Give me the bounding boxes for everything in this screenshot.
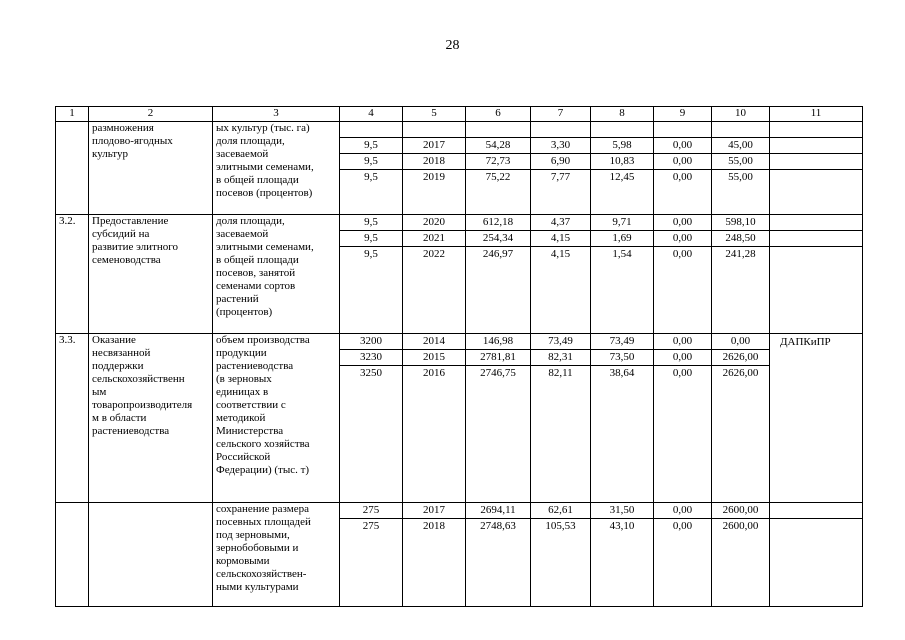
value-subcell: 105,53 [545,520,576,532]
indicator-line: сельскохозяйствен- [216,568,307,580]
value-subcell: 0,00 [672,248,693,260]
col-header: 11 [770,107,863,122]
value-subcell [654,122,711,138]
value-cell [712,334,770,503]
value-subcell: 2626,00 [712,350,769,366]
value-cell [654,334,712,503]
col-header: 10 [712,107,770,122]
value-subcell: 9,5 [340,154,402,170]
item-number: 3.2. [56,215,89,334]
value-subcell [466,122,530,138]
value-subcell [403,122,465,138]
value-subcell [770,350,862,365]
value-subcell: 598,10 [712,215,769,231]
measure-name-line: растениеводства [92,425,170,437]
indicator-line: ными культурами [216,581,299,593]
measure-name-line: культур [92,148,128,160]
value-cell [340,215,403,334]
indicator-line: соответствии с [216,399,286,411]
table-row [56,503,863,607]
value-subcell: 612,18 [466,215,530,231]
col-header: 3 [213,107,340,122]
measure-name-line: товаропроизводителя [92,399,193,411]
value-subcell: 4,15 [531,231,590,247]
value-cell [531,122,591,215]
value-cell [591,215,654,334]
value-subcell: 9,71 [591,215,653,231]
indicator-line: зернобобовыми и [216,542,299,554]
col-header: 1 [56,107,89,122]
value-cell [531,334,591,503]
indicator-line: кормовыми [216,555,270,567]
value-cell [403,334,466,503]
value-cell [531,215,591,334]
value-subcell [770,247,862,262]
value-cell [591,122,654,215]
indicator-name [213,215,340,334]
value-subcell: 2022 [423,248,445,260]
value-subcell: 2017 [403,503,465,519]
value-subcell [340,122,402,138]
value-cell [466,503,531,607]
measure-name-line: субсидий на [92,228,150,240]
value-subcell: 2016 [423,367,445,379]
col-header: 9 [654,107,712,122]
value-subcell: 2626,00 [722,367,759,379]
indicator-line: под зерновыми, [216,529,290,541]
value-subcell: 2017 [403,138,465,154]
indicator-name [213,503,340,607]
value-subcell [770,519,862,534]
value-subcell: 4,15 [550,248,571,260]
value-subcell: 0,00 [654,154,711,170]
value-subcell: 9,5 [364,248,378,260]
program-table [55,106,863,607]
indicator-line: засеваемой [216,148,269,160]
item-number: 3.3. [56,334,89,503]
table-row [56,215,863,334]
value-subcell: 2021 [403,231,465,247]
value-cell [591,334,654,503]
indicator-line: Министерства [216,425,284,437]
measure-name-line: развитие элитного [92,241,178,253]
measure-name-line: семеноводства [92,254,161,266]
indicator-line: посевов (процентов) [216,187,313,199]
value-subcell: 0,00 [654,231,711,247]
value-subcell [770,215,862,231]
measure-name-line: несвязанной [92,347,151,359]
indicator-line: доля площади, [216,135,285,147]
col-header: 8 [591,107,654,122]
value-cell [770,215,863,334]
indicator-line: посевных площадей [216,516,311,528]
indicator-line: сельского хозяйства [216,438,310,450]
value-subcell: 2018 [423,520,445,532]
value-cell [403,503,466,607]
indicator-line: сохранение размера [216,503,309,515]
value-cell [712,122,770,215]
table-row [56,334,863,503]
value-subcell: 12,45 [609,171,635,183]
value-subcell: 1,69 [591,231,653,247]
value-subcell: 0,00 [654,350,711,366]
value-subcell: 54,28 [466,138,530,154]
value-subcell [770,170,862,185]
value-subcell: 9,5 [340,138,402,154]
value-subcell: 0,00 [654,334,711,350]
indicator-line: в общей площади [216,174,299,186]
col-header: 4 [340,107,403,122]
value-subcell: 0,00 [672,520,693,532]
indicator-line: (процентов) [216,306,273,318]
value-subcell: 45,00 [712,138,769,154]
measure-name [89,215,213,334]
value-cell [466,122,531,215]
value-subcell: 241,28 [725,248,756,260]
value-subcell: 73,49 [591,334,653,350]
value-cell [654,215,712,334]
value-subcell: 82,31 [531,350,590,366]
value-subcell: 5,98 [591,138,653,154]
value-cell [654,122,712,215]
value-subcell: 2018 [403,154,465,170]
value-cell [466,215,531,334]
value-cell [403,215,466,334]
value-subcell: 2019 [423,171,445,183]
value-cell [340,334,403,503]
value-cell [340,503,403,607]
value-subcell: 55,00 [728,171,753,183]
value-subcell: 0,00 [654,138,711,154]
value-subcell: 146,98 [466,334,530,350]
indicator-line: семенами сортов [216,280,296,292]
value-cell [712,503,770,607]
value-subcell: 82,11 [548,367,573,379]
value-subcell: 0,00 [672,171,693,183]
measure-name-line: Оказание [92,334,136,346]
value-cell [770,334,863,503]
indicator-line: продукции [216,347,267,359]
value-subcell: 38,64 [609,367,635,379]
table-row [56,122,863,215]
value-subcell: 72,73 [466,154,530,170]
item-number [56,122,89,215]
indicator-line: растений [216,293,259,305]
value-subcell: 2020 [403,215,465,231]
col-header: 7 [531,107,591,122]
item-number [56,503,89,607]
value-subcell: 55,00 [712,154,769,170]
indicator-line: ых культур (тыс. га) [216,122,310,134]
indicator-line: посевов, занятой [216,267,296,279]
value-subcell: 275 [362,520,380,532]
value-subcell: 0,00 [712,334,769,350]
value-cell [770,503,863,607]
measure-name-line: плодово-ягодных [92,135,173,147]
value-subcell: 248,50 [712,231,769,247]
value-subcell [770,231,862,247]
indicator-line: доля площади, [216,215,285,227]
value-subcell: 2746,75 [480,367,516,379]
col-header: 6 [466,107,531,122]
indicator-name [213,334,340,503]
value-subcell: 62,61 [531,503,590,519]
value-subcell: 9,5 [340,231,402,247]
measure-name [89,334,213,503]
value-cell [340,122,403,215]
value-subcell: 246,97 [482,248,514,260]
value-subcell: 7,77 [550,171,571,183]
value-cell [654,503,712,607]
value-subcell [712,122,769,138]
value-subcell: 0,00 [654,503,711,519]
value-subcell [770,365,862,380]
measure-name-line: Предоставление [92,215,169,227]
value-cell [403,122,466,215]
value-subcell [531,122,590,138]
value-subcell [770,138,862,154]
value-subcell: 2694,11 [466,503,530,519]
value-subcell: 254,34 [466,231,530,247]
measure-name-line: размножения [92,122,154,134]
value-subcell [770,154,862,170]
page-number: 28 [445,38,460,53]
value-cell [531,503,591,607]
value-subcell: 3,30 [531,138,590,154]
value-cell [466,334,531,503]
value-subcell: 31,50 [591,503,653,519]
value-subcell [770,503,862,519]
indicator-name [213,122,340,215]
value-subcell: 43,10 [609,520,635,532]
measure-name-line: м в области [92,412,147,424]
indicator-line: элитными семенами, [216,161,314,173]
measure-name [89,503,213,607]
value-subcell: 2600,00 [722,520,759,532]
value-subcell: 2748,63 [480,520,516,532]
value-subcell: 1,54 [612,248,632,260]
indicator-line: Российской [216,451,271,463]
indicator-line: Федерации) (тыс. т) [216,464,310,476]
value-subcell: 0,00 [672,367,693,379]
value-subcell: 73,50 [591,350,653,366]
value-subcell: 73,49 [531,334,590,350]
value-subcell: 3230 [340,350,402,366]
value-subcell: 6,90 [531,154,590,170]
value-subcell: 2015 [403,350,465,366]
measure-name [89,122,213,215]
value-subcell: 0,00 [654,215,711,231]
value-subcell: 10,83 [591,154,653,170]
value-subcell: 9,5 [340,215,402,231]
value-subcell [591,122,653,138]
value-cell [712,215,770,334]
header-row [56,107,863,122]
indicator-line: засеваемой [216,228,269,240]
value-subcell: 4,37 [531,215,590,231]
value-subcell: ДАПКиПР [780,336,831,348]
value-cell [770,122,863,215]
indicator-line: объем производства [216,334,310,346]
indicator-line: (в зерновых [216,373,272,385]
measure-name-line: сельскохозяйственн [92,373,185,385]
indicator-line: в общей площади [216,254,299,266]
indicator-line: растениеводства [216,360,294,372]
measure-name-line: ым [92,386,107,398]
col-header: 2 [89,107,213,122]
value-subcell: 2014 [403,334,465,350]
measure-name-line: поддержки [92,360,144,372]
indicator-line: методикой [216,412,266,424]
col-header: 5 [403,107,466,122]
value-subcell: 3250 [360,367,382,379]
value-subcell: 2600,00 [712,503,769,519]
value-subcell: 2781,81 [466,350,530,366]
value-subcell: 9,5 [364,171,378,183]
value-subcell: 275 [340,503,402,519]
value-cell [591,503,654,607]
value-subcell: 75,22 [485,171,511,183]
indicator-line: единицах в [216,386,269,398]
value-subcell: 3200 [340,334,402,350]
value-subcell [770,122,862,138]
indicator-line: элитными семенами, [216,241,314,253]
